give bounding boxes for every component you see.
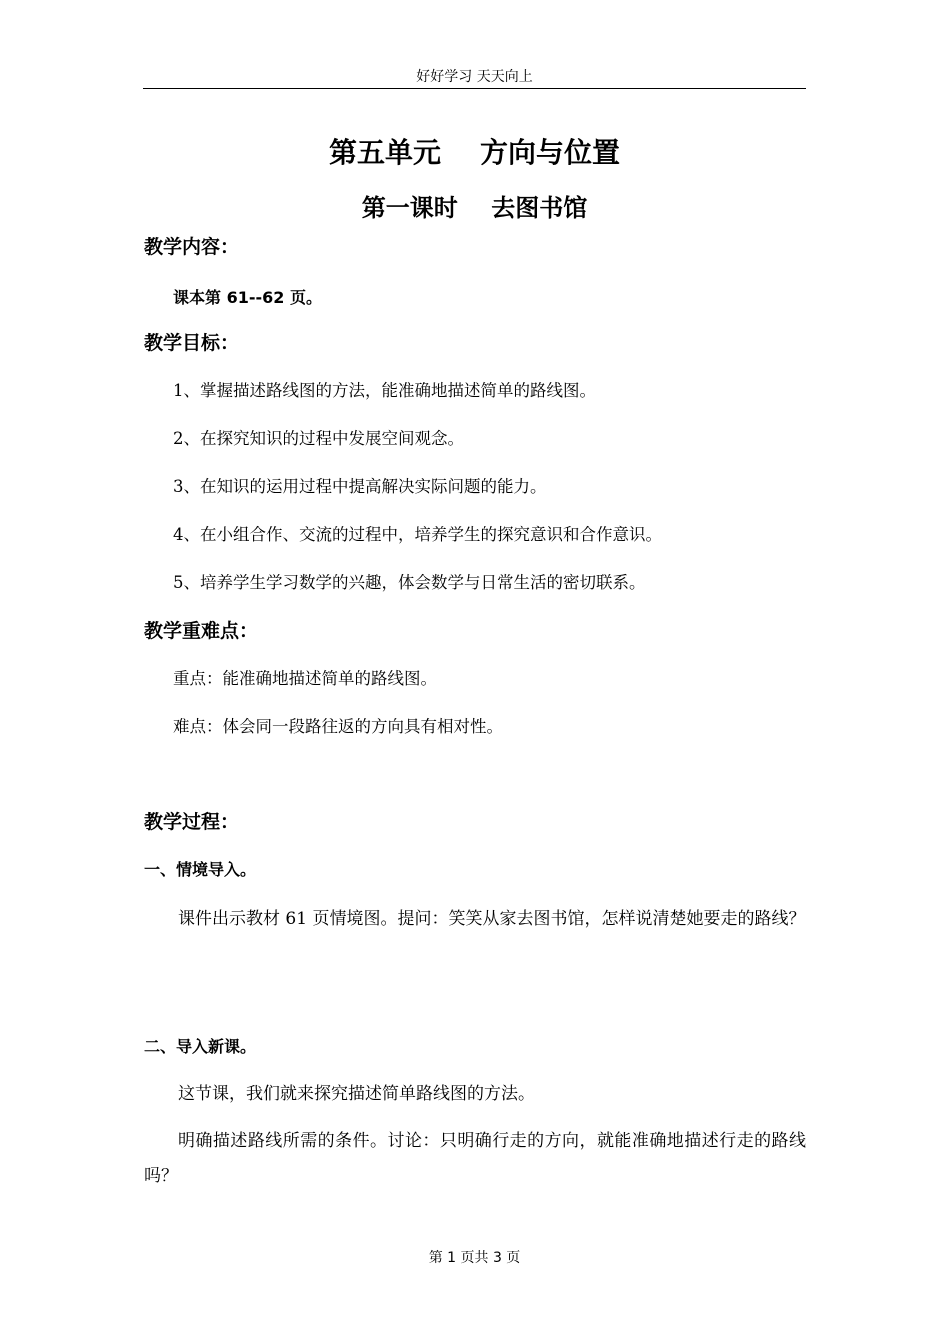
section2-heading: 二、导入新课。 <box>144 1037 257 1056</box>
page-footer: 第 1 页共 3 页 <box>428 1250 521 1266</box>
lesson-title: 第一课时 去图书馆 <box>361 194 588 222</box>
difficult-point: 难点：体会同一段路往返的方向具有相对性。 <box>173 717 503 736</box>
goal-item: 4、在小组合作、交流的过程中，培养学生的探究意识和合作意识。 <box>173 525 662 544</box>
keypoints-heading: 教学重难点： <box>144 620 259 642</box>
header-rule <box>143 88 806 89</box>
section2-paragraph: 明确描述路线所需的条件。讨论：只明确行走的方向，就能准确地描述行走的路线吗？ <box>144 1131 806 1186</box>
goal-item: 2、在探究知识的过程中发展空间观念。 <box>173 429 464 448</box>
process-heading: 教学过程： <box>144 811 240 833</box>
unit-title: 第五单元 方向与位置 <box>329 136 620 169</box>
page-header: 好好学习 天天向上 <box>416 69 533 85</box>
section1-paragraph: 课件出示教材 61 页情境图。提问：笑笑从家去图书馆，怎样说清楚她要走的路线？ <box>178 909 806 929</box>
goal-item: 5、培养学生学习数学的兴趣，体会数学与日常生活的密切联系。 <box>173 573 646 592</box>
content-text: 课本第 61--62 页。 <box>173 288 322 307</box>
section1-heading: 一、情境导入。 <box>144 860 257 879</box>
section2-paragraph: 这节课，我们就来探究描述简单路线图的方法。 <box>178 1084 535 1104</box>
goal-item: 1、掌握描述路线图的方法，能准确地描述简单的路线图。 <box>173 381 596 400</box>
goals-heading: 教学目标： <box>144 332 240 354</box>
key-point: 重点：能准确地描述简单的路线图。 <box>173 669 437 688</box>
content-heading: 教学内容： <box>144 236 240 258</box>
goal-item: 3、在知识的运用过程中提高解决实际问题的能力。 <box>173 477 547 496</box>
